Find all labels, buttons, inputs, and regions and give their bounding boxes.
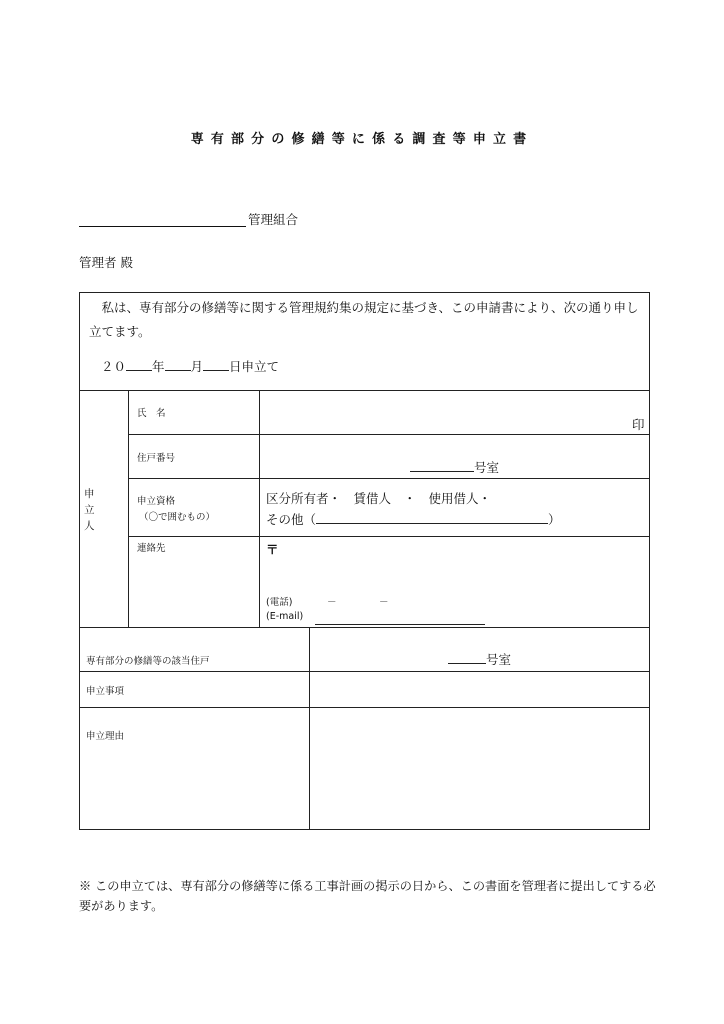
divider-name — [128, 434, 650, 435]
divider-label-col — [259, 390, 260, 627]
date-prefix: ２０ — [101, 359, 127, 374]
border-top — [79, 292, 650, 293]
reason-field[interactable] — [311, 709, 647, 827]
unit-entry — [410, 458, 499, 476]
divider-unit — [128, 478, 650, 479]
day-label: 日申立て — [229, 359, 280, 374]
divider-matter — [79, 707, 650, 708]
association-name-line[interactable] — [79, 226, 246, 227]
year-label: 年 — [152, 359, 165, 374]
unit-number-field[interactable] — [410, 471, 474, 472]
postal-mark: 〒 — [266, 542, 279, 557]
association-suffix: 管理組合 — [248, 212, 299, 227]
phone-dash-1: － — [327, 597, 337, 608]
matter-label: 申立事項 — [86, 686, 125, 697]
target-unit-number-field[interactable] — [448, 663, 486, 664]
qualification-options[interactable]: 区分所有者・ 賃借人 ・ 使用借人・ — [266, 491, 492, 506]
other-label: その他（ — [266, 512, 317, 527]
date-line — [101, 357, 279, 375]
phone-field[interactable] — [306, 594, 486, 608]
day-field[interactable] — [203, 370, 229, 371]
target-room-suffix: 号室 — [486, 652, 512, 667]
divider-target — [79, 671, 650, 672]
divider-qualification — [128, 536, 650, 537]
other-close: ） — [548, 512, 561, 527]
reason-label: 申立理由 — [86, 731, 125, 742]
divider-intro — [79, 390, 650, 391]
intro-text: 私は、専有部分の修繕等に関する管理規約集の規定に基づき、この申請書により、次の通り申し立てます。 — [89, 300, 639, 339]
target-unit-label: 専有部分の修繕等の該当住戸 — [86, 656, 210, 667]
target-unit-entry — [448, 650, 511, 668]
qualification-note: （〇で囲むもの） — [139, 512, 216, 523]
month-field[interactable] — [165, 370, 191, 371]
name-field[interactable] — [261, 392, 647, 432]
unit-room-suffix: 号室 — [474, 460, 500, 475]
form-title: 専有部分の修繕等に係る調査等申立書 — [190, 132, 534, 147]
matter-field[interactable] — [311, 673, 647, 705]
year-field[interactable] — [126, 370, 152, 371]
email-label: (E-mail) — [266, 611, 304, 622]
contact-label: 連絡先 — [137, 543, 166, 554]
name-label: 氏 名 — [137, 408, 166, 419]
divider-lower-col — [309, 627, 310, 830]
phone-dash-2: － — [379, 597, 389, 608]
applicant-group-label: 申立人 — [84, 488, 95, 532]
other-field[interactable] — [316, 523, 548, 524]
border-left — [79, 292, 80, 830]
addressee: 管理者 殿 — [79, 255, 133, 270]
border-right — [649, 292, 650, 830]
divider-applicant — [79, 627, 650, 628]
month-label: 月 — [190, 359, 204, 374]
footnote: ※ この申立ては、専有部分の修繕等に係る工事計画の掲示の日から、この書面を管理者に提出してする必要があります。 — [79, 879, 656, 913]
divider-group-col — [128, 390, 129, 627]
other-line — [266, 510, 561, 528]
seal-mark: 印 — [632, 417, 645, 432]
qualification-label: 申立資格 — [137, 496, 176, 507]
border-bottom — [79, 829, 650, 830]
phone-label: (電話) — [266, 597, 293, 608]
unit-label: 住戸番号 — [137, 453, 176, 464]
email-field[interactable] — [315, 624, 485, 625]
